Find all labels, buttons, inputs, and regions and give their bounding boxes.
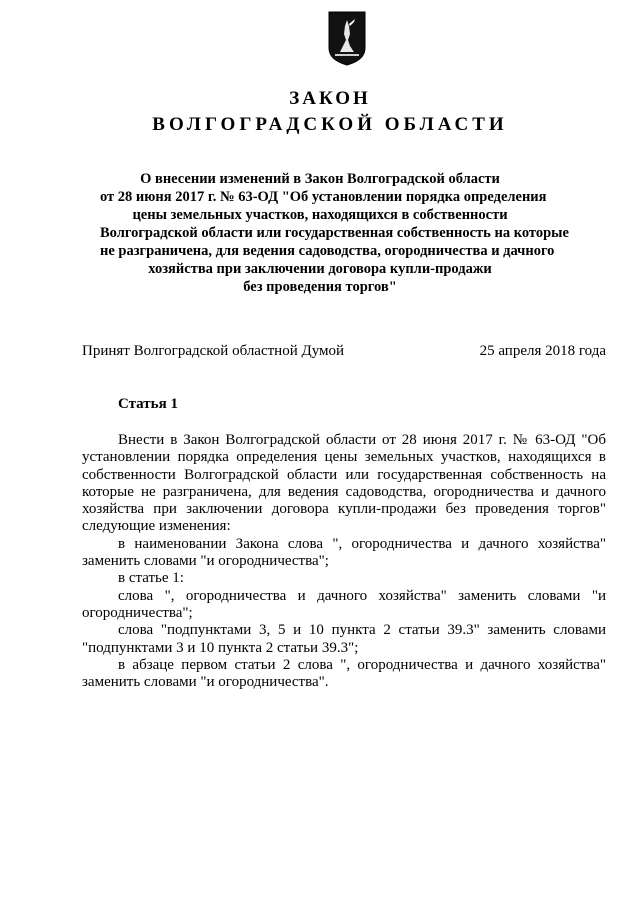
article-body xyxy=(82,432,606,691)
law-subject xyxy=(100,170,569,296)
subject-line: не разграничена, для ведения садоводства, огородничества и дачного xyxy=(100,243,555,259)
subject-line: хозяйства при заключении договора купли-продажи xyxy=(148,261,492,277)
article-paragraph: слова "подпунктами 3, 5 и 10 пункта 2 статьи 39.3" заменить словами "подпунктами 3 и 10 пункта 2 статьи 39.3"; xyxy=(82,622,606,656)
article-paragraph: в абзаце первом статьи 2 слова ", огородничества и дачного хозяйства" заменить словами "и огородничества". xyxy=(82,656,606,691)
article-paragraph: слова ", огородничества и дачного хозяйства" заменить словами "и огородничества"; xyxy=(82,587,606,621)
subject-line: Волгоградской области или государственная собственность на которые xyxy=(100,225,569,241)
article-paragraph: Внести в Закон Волгоградской области от 28 июня 2017 г. № 63-ОД "Об установлении порядка определения цены земельных участков, находящихся в собственности Волгоградской области или государственная собственность на которые не разграничена, для ведения садоводства, огородничества и дачного хозяйства при заключении договора купли-продажи без проведения торгов" следующие изменения: xyxy=(82,432,606,535)
article-paragraph: в статье 1: xyxy=(118,570,184,587)
article-paragraph: в наименовании Закона слова ", огородничества и дачного хозяйства" заменить словами "и огородничества"; xyxy=(82,535,606,570)
subject-line: от 28 июня 2017 г. № 63-ОД "Об установлении порядка определения xyxy=(100,189,547,205)
article-heading: Статья 1 xyxy=(118,396,178,412)
subject-line: без проведения торгов" xyxy=(243,279,397,295)
law-region: ВОЛГОГРАДСКОЙ ОБЛАСТИ xyxy=(152,114,508,135)
adopted-by: Принят Волгоградской областной Думой xyxy=(82,343,345,359)
volgograd-coat-of-arms-icon xyxy=(327,10,367,66)
subject-line: О внесении изменений в Закон Волгоградской области xyxy=(140,171,500,187)
law-title: ЗАКОН xyxy=(289,88,371,109)
adoption-date: 25 апреля 2018 года xyxy=(479,343,606,359)
adoption-line xyxy=(82,343,606,360)
subject-line: цены земельных участков, находящихся в собственности xyxy=(132,207,508,223)
